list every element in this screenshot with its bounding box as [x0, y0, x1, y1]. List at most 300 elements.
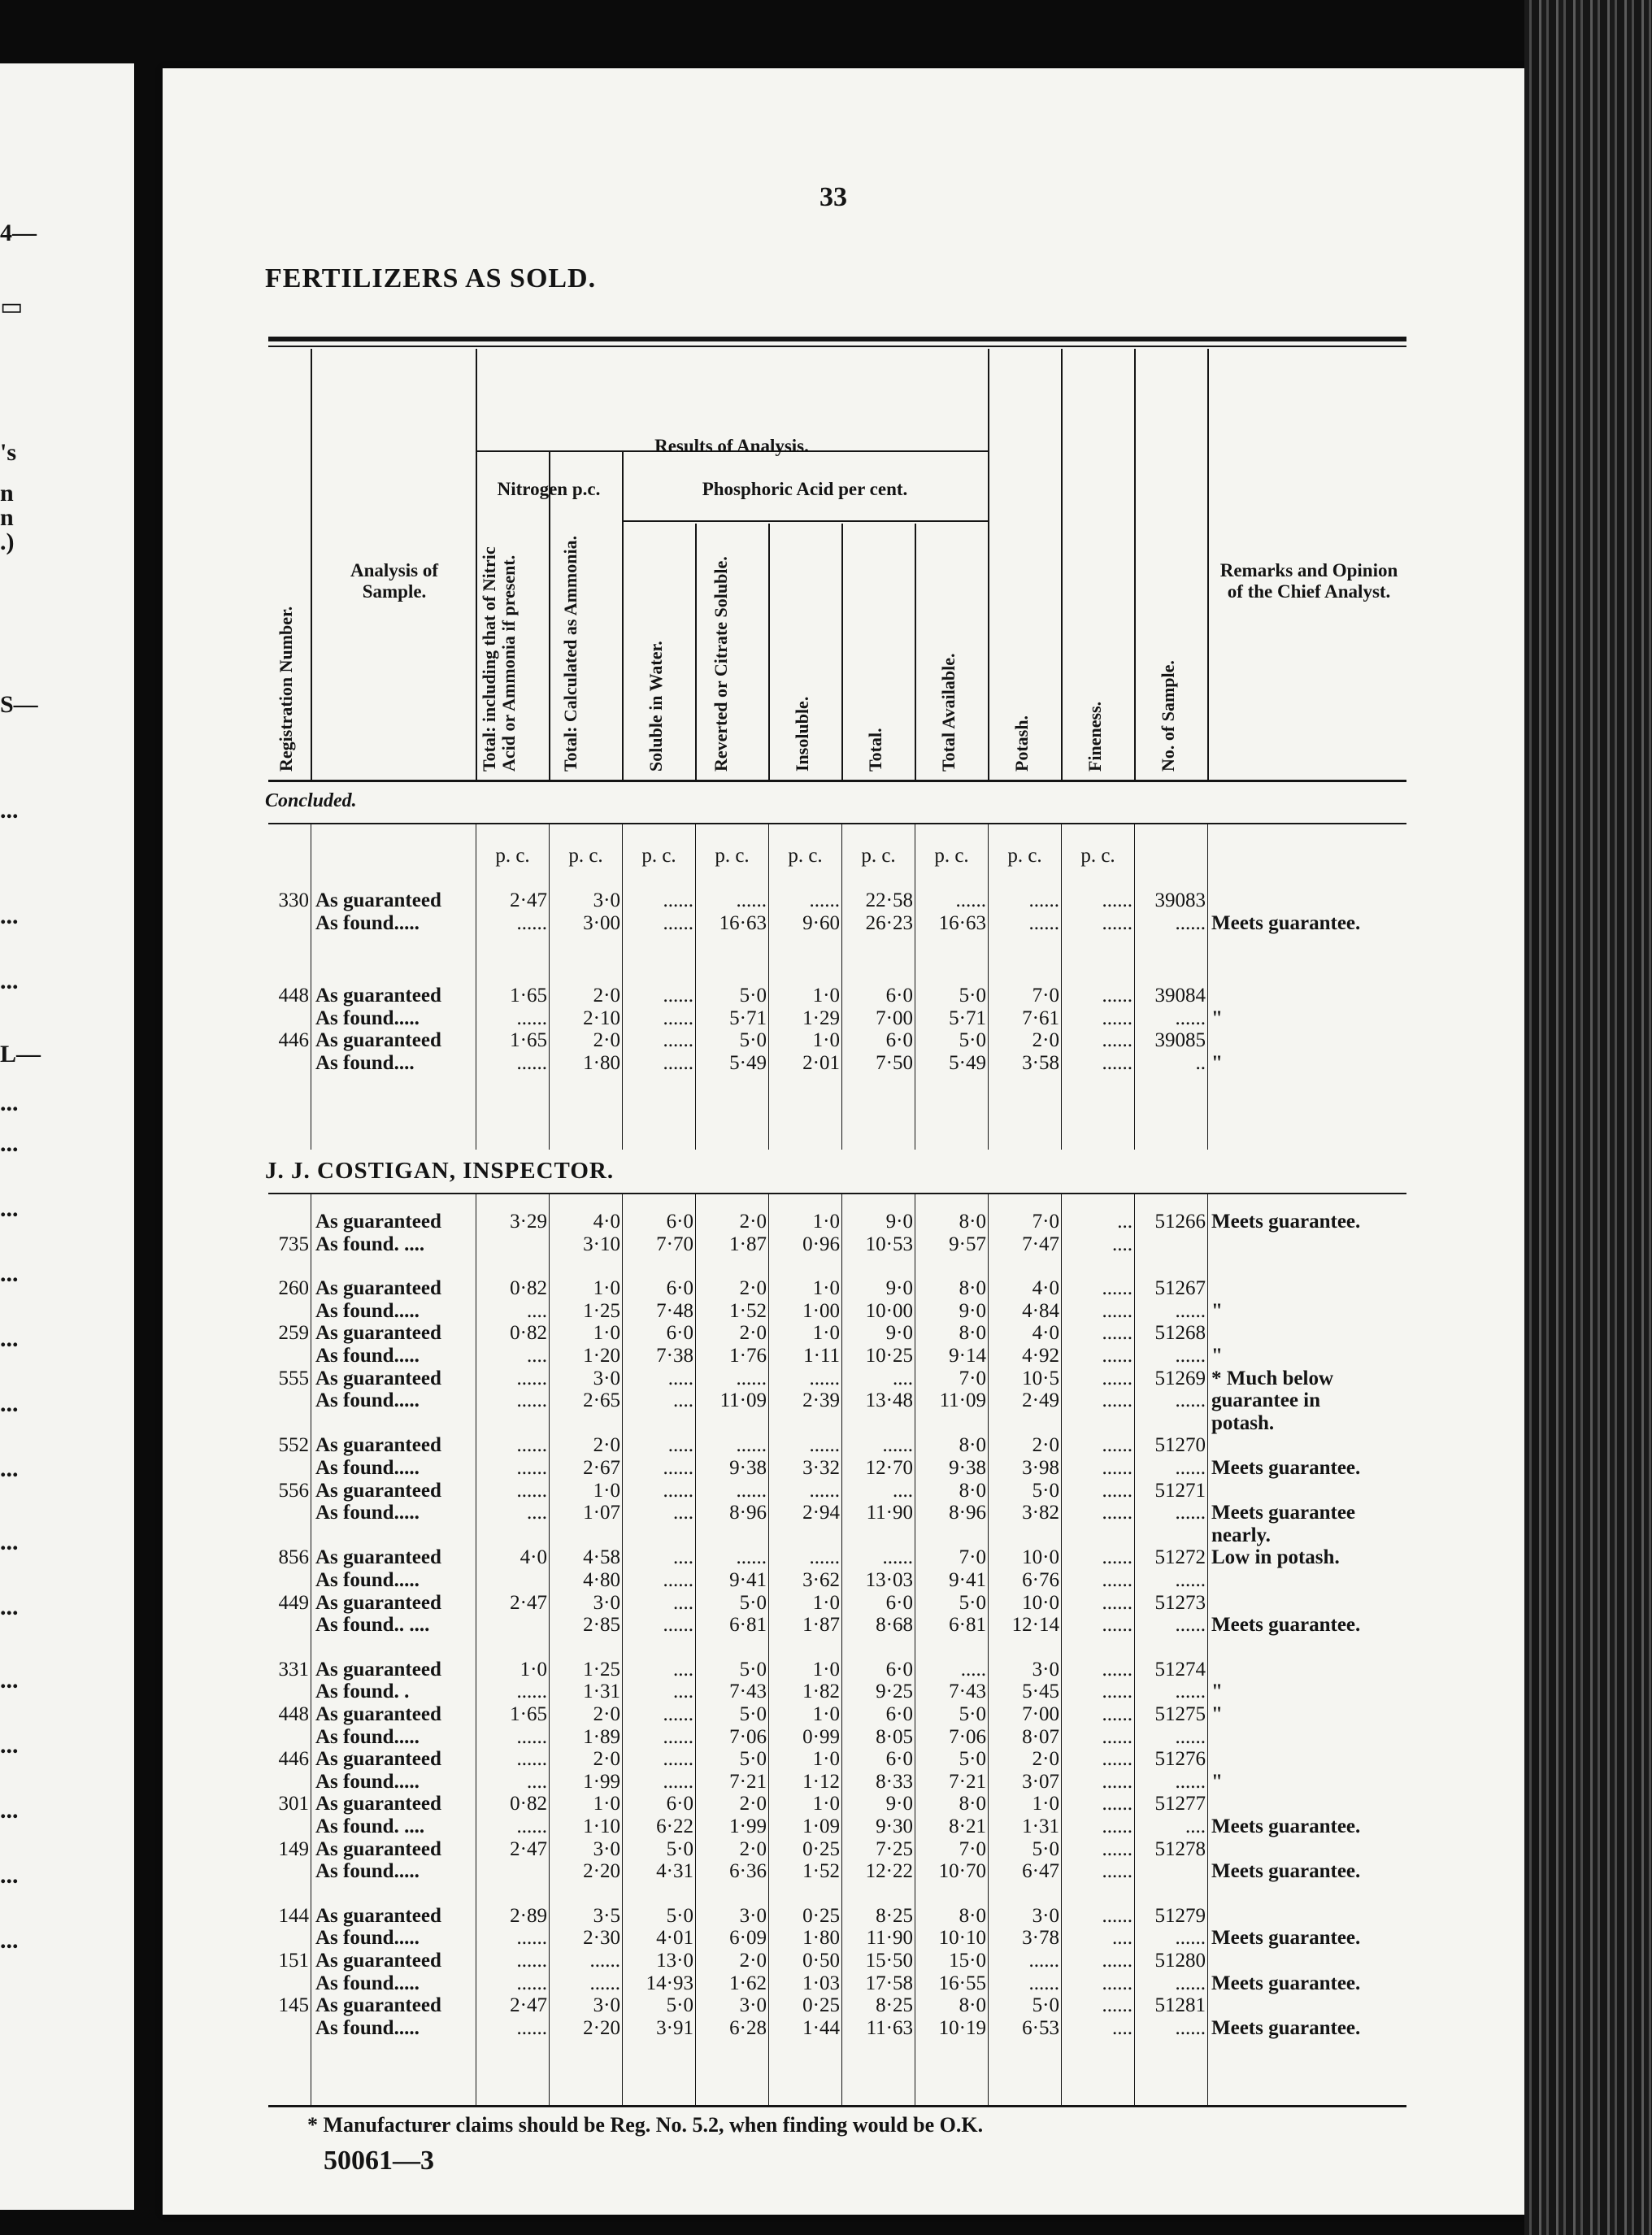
cell-fin: ......	[1102, 1950, 1132, 1972]
cell-reg: 151	[278, 1950, 309, 1972]
cell-pot: 2·0	[1032, 1029, 1059, 1052]
cell-ins: 0·25	[802, 1904, 840, 1927]
cell-av: 5·49	[949, 1052, 986, 1074]
cell-fin: ......	[1102, 1837, 1132, 1860]
cell-sol: 4·01	[656, 1927, 693, 1950]
cell-tot: 12·22	[865, 1860, 913, 1883]
cell-tot: ....	[893, 1367, 913, 1389]
total-heading: Total.	[865, 728, 885, 772]
analysis-heading: Analysis of Sample.	[350, 560, 438, 602]
cell-rev: 16·63	[719, 911, 767, 934]
cell-rev: 11·09	[719, 1389, 767, 1412]
cell-pot: 12·14	[1011, 1614, 1059, 1637]
cell-rev: 1·99	[729, 1815, 767, 1837]
registration-heading: Registration Number.	[276, 606, 296, 772]
cell-pot: ......	[1028, 889, 1059, 911]
cell-lab: As found.....	[315, 1569, 420, 1591]
cell-am: 2·0	[593, 1029, 620, 1052]
cell-tot: 6·0	[885, 1658, 913, 1681]
cell-rev: 5·71	[729, 1007, 767, 1029]
cell-lab: As found....	[315, 1052, 415, 1074]
cell-n: ......	[516, 1457, 547, 1479]
cell-rev: ......	[736, 1479, 767, 1502]
cell-am: 1·0	[593, 1479, 620, 1502]
cell-lab: As found.....	[315, 1502, 420, 1524]
cell-no: ......	[1175, 1299, 1206, 1322]
cell-lab: As guaranteed	[315, 1479, 441, 1502]
cell-reg: 331	[278, 1658, 309, 1681]
cell-sol: 5·0	[666, 1837, 693, 1860]
phosphoric-heading: Phosphoric Acid per cent.	[702, 479, 908, 499]
cell-rev: 1·52	[729, 1299, 767, 1322]
cell-reg: 449	[278, 1591, 309, 1614]
cell-tot: 8·25	[876, 1904, 913, 1927]
cell-rev: 2·0	[739, 1837, 767, 1860]
cell-reg: 144	[278, 1904, 309, 1927]
unit-label: p. c.	[715, 845, 750, 867]
cell-rev: 3·0	[739, 1994, 767, 2017]
unit-label: p. c.	[788, 845, 823, 867]
cell-lab: As found.....	[315, 1389, 420, 1412]
cell-tot: 6·0	[885, 1703, 913, 1725]
cell-no: 39085	[1154, 1029, 1206, 1052]
cell-rev: 7·43	[729, 1681, 767, 1703]
facing-page-text: ...	[0, 902, 19, 929]
facing-page-text: 's	[0, 439, 17, 466]
cell-lab: As found.....	[315, 1770, 420, 1793]
cell-fin: ......	[1102, 1972, 1132, 1994]
cell-fin: ......	[1102, 1904, 1132, 1927]
cell-n: 4·0	[520, 1546, 547, 1569]
cell-pot: 4·0	[1032, 1322, 1059, 1345]
cell-n: 0·82	[510, 1793, 547, 1815]
cell-tot: 13·48	[865, 1389, 913, 1412]
cell-lab: As guaranteed	[315, 889, 441, 911]
cell-tot: 8·05	[876, 1725, 913, 1748]
cell-fin: ......	[1102, 1815, 1132, 1837]
cell-av: 8·0	[959, 1277, 986, 1300]
cell-pot: 10·0	[1022, 1591, 1059, 1614]
insoluble-heading: Insoluble.	[792, 696, 812, 772]
cell-ins: 1·09	[802, 1815, 840, 1837]
cell-rev: 6·36	[729, 1860, 767, 1883]
cell-ins: 3·32	[802, 1457, 840, 1479]
cell-ins: 1·29	[802, 1007, 840, 1029]
cell-am: 2·0	[593, 1748, 620, 1771]
cell-lab: As found.....	[315, 1927, 420, 1950]
cell-no: ......	[1175, 1770, 1206, 1793]
cell-fin: ......	[1102, 1029, 1132, 1052]
cell-ins: 1·0	[812, 1703, 840, 1725]
cell-tot: 11·63	[866, 2016, 913, 2039]
cell-ins: 1·44	[802, 2016, 840, 2039]
cell-fin: ......	[1102, 1322, 1132, 1345]
facing-page-text: ▭	[0, 294, 24, 320]
cell-sol: 4·31	[656, 1860, 693, 1883]
cell-sol: ......	[663, 1007, 693, 1029]
cell-sol: 3·91	[656, 2016, 693, 2039]
cell-av: 16·55	[938, 1972, 986, 1994]
cell-ins: 1·80	[802, 1927, 840, 1950]
cell-am: 3·0	[593, 1837, 620, 1860]
unit-label: p. c.	[568, 845, 603, 867]
page-title: FERTILIZERS AS SOLD.	[265, 263, 597, 294]
cell-am: 2·10	[583, 1007, 620, 1029]
cell-fin: ......	[1102, 1569, 1132, 1591]
cell-fin: ...	[1117, 1211, 1132, 1233]
cell-pot: 3·0	[1032, 1904, 1059, 1927]
cell-tot: 12·70	[865, 1457, 913, 1479]
cell-sol: ......	[663, 1029, 693, 1052]
cell-ins: 1·52	[802, 1860, 840, 1883]
cell-reg: 556	[278, 1479, 309, 1502]
cell-no: ......	[1175, 1457, 1206, 1479]
cell-lab: As guaranteed	[315, 1546, 441, 1569]
cell-no: 51276	[1154, 1748, 1206, 1771]
cell-pot: 5·0	[1032, 1994, 1059, 2017]
cell-ins: 1·03	[802, 1972, 840, 1994]
cell-sol: ....	[673, 1389, 693, 1412]
cell-av: 6·81	[949, 1614, 986, 1637]
cell-av: 8·0	[959, 1479, 986, 1502]
cell-n: 2·89	[510, 1904, 547, 1927]
cell-no: 51270	[1154, 1434, 1206, 1457]
cell-ins: 2·01	[802, 1052, 840, 1074]
cell-pot: 7·0	[1032, 1211, 1059, 1233]
cell-fin: ......	[1102, 1546, 1132, 1569]
cell-no: ......	[1175, 1502, 1206, 1524]
unit-label: p. c.	[641, 845, 676, 867]
cell-n: ......	[516, 1434, 547, 1457]
cell-am: 2·30	[583, 1927, 620, 1950]
cell-pot: 3·0	[1032, 1658, 1059, 1681]
cell-rem: Meets guarantee.	[1211, 2016, 1361, 2039]
cell-no: ..	[1195, 1052, 1206, 1074]
cell-pot: 7·47	[1022, 1233, 1059, 1255]
cell-lab: As guaranteed	[315, 1367, 441, 1389]
cell-rem: Meets guarantee	[1211, 1502, 1356, 1524]
cell-reg: 330	[278, 889, 309, 911]
cell-no: 51268	[1154, 1322, 1206, 1345]
cell-tot: 9·0	[885, 1793, 913, 1815]
cell-ins: 1·0	[812, 985, 840, 1007]
cell-rev: 8·96	[729, 1502, 767, 1524]
cell-am: 1·20	[583, 1345, 620, 1367]
cell-tot: 17·58	[865, 1972, 913, 1994]
document-page	[163, 68, 1524, 2215]
cell-sol: ......	[663, 1725, 693, 1748]
cell-fin: ......	[1102, 1007, 1132, 1029]
cell-pot: 4·0	[1032, 1277, 1059, 1300]
cell-lab: As guaranteed	[315, 1950, 441, 1972]
facing-page-text: ...	[0, 1195, 19, 1222]
cell-sol: 6·0	[666, 1793, 693, 1815]
cell-fin: ......	[1102, 1725, 1132, 1748]
cell-av: 8·96	[949, 1502, 986, 1524]
cell-tot: 9·25	[876, 1681, 913, 1703]
cell-fin: ......	[1102, 1614, 1132, 1637]
cell-sol: ......	[663, 1703, 693, 1725]
facing-page-text: n	[0, 480, 14, 507]
cell-fin: ......	[1102, 1502, 1132, 1524]
cell-lab: As found. .	[315, 1681, 410, 1703]
nitrogen-total-heading: Total: including that of Nitric Acid or Ammonia if present.	[479, 546, 519, 772]
potash-heading: Potash.	[1011, 715, 1032, 772]
cell-no: 51274	[1154, 1658, 1206, 1681]
cell-am: 2·0	[593, 1703, 620, 1725]
cell-am: 1·25	[583, 1299, 620, 1322]
cell-lab: As guaranteed	[315, 1322, 441, 1345]
cell-lab: As guaranteed	[315, 1748, 441, 1771]
cell-fin: ......	[1102, 1479, 1132, 1502]
cell-rev: 1·62	[729, 1972, 767, 1994]
cell-av: 11·09	[939, 1389, 986, 1412]
cell-fin: ......	[1102, 1434, 1132, 1457]
cell-reg: 856	[278, 1546, 309, 1569]
cell-rem: Low in potash.	[1211, 1546, 1340, 1569]
fineness-heading: Fineness.	[1085, 701, 1105, 772]
facing-page-text: ...	[0, 1528, 19, 1555]
cell-n: ......	[516, 1389, 547, 1412]
cell-lab: As guaranteed	[315, 1029, 441, 1052]
cell-lab: As found.....	[315, 911, 420, 934]
cell-am: 1·99	[583, 1770, 620, 1793]
cell-rem: Meets guarantee.	[1211, 1614, 1361, 1637]
cell-no: ......	[1175, 1927, 1206, 1950]
cell-ins: 1·82	[802, 1681, 840, 1703]
cell-n: ....	[527, 1345, 547, 1367]
cell-rev: 2·0	[739, 1950, 767, 1972]
cell-rem: "	[1211, 1345, 1223, 1367]
cell-reg: 149	[278, 1837, 309, 1860]
cell-av: 7·0	[959, 1546, 986, 1569]
cell-pot: 4·92	[1022, 1345, 1059, 1367]
cell-pot: 3·07	[1022, 1770, 1059, 1793]
cell-av: 10·19	[938, 2016, 986, 2039]
cell-am: 3·0	[593, 1994, 620, 2017]
cell-no: 51281	[1154, 1994, 1206, 2017]
cell-rev: 7·06	[729, 1725, 767, 1748]
cell-pot: 5·0	[1032, 1479, 1059, 1502]
cell-n: ......	[516, 1748, 547, 1771]
cell-sol: ......	[663, 1479, 693, 1502]
cell-no: ....	[1185, 1815, 1206, 1837]
cell-fin: ......	[1102, 1457, 1132, 1479]
cell-tot: 10·00	[865, 1299, 913, 1322]
remarks-heading: Remarks and Opinion of the Chief Analyst.	[1219, 560, 1398, 602]
cell-reg: 555	[278, 1367, 309, 1389]
cell-tot: 11·90	[866, 1502, 913, 1524]
cell-lab: As found.....	[315, 1007, 420, 1029]
cell-pot: 8·07	[1022, 1725, 1059, 1748]
unit-label: p. c.	[495, 845, 530, 867]
cell-am: 3·5	[593, 1904, 620, 1927]
cell-tot: 7·50	[876, 1052, 913, 1074]
cell-n: 1·65	[510, 985, 547, 1007]
cell-n: ......	[516, 1972, 547, 1994]
cell-pot: 6·53	[1022, 2016, 1059, 2039]
cell-fin: ......	[1102, 911, 1132, 934]
cell-tot: 8·68	[876, 1614, 913, 1637]
cell-tot: 11·90	[866, 1927, 913, 1950]
cell-am: 4·58	[583, 1546, 620, 1569]
cell-am: 3·10	[583, 1233, 620, 1255]
cell-am: 1·89	[583, 1725, 620, 1748]
cell-no: 39083	[1154, 889, 1206, 911]
cell-tot: 9·0	[885, 1322, 913, 1345]
facing-page-text: ...	[0, 1797, 19, 1824]
cell-fin: ....	[1112, 2016, 1132, 2039]
cell-reg: 446	[278, 1748, 309, 1771]
cell-am: 1·31	[583, 1681, 620, 1703]
cell-lab: As guaranteed	[315, 1904, 441, 1927]
facing-page-text: ...	[0, 1667, 19, 1694]
cell-tot: 6·0	[885, 1029, 913, 1052]
cell-sol: .....	[667, 1434, 693, 1457]
cell-n: 2·47	[510, 1591, 547, 1614]
cell-tot: 8·33	[876, 1770, 913, 1793]
cell-n: ......	[516, 1681, 547, 1703]
cell-ins: 1·0	[812, 1211, 840, 1233]
cell-sol: ......	[663, 1569, 693, 1591]
cell-tot: ....	[893, 1479, 913, 1502]
cell-n: ......	[516, 1927, 547, 1950]
cell-n: ....	[527, 1770, 547, 1793]
cell-lab: As found.. ....	[315, 1614, 430, 1637]
page-number: 33	[819, 182, 847, 212]
cell-lab: As guaranteed	[315, 1658, 441, 1681]
cell-rev: 5·0	[739, 1029, 767, 1052]
cell-tot: ......	[882, 1434, 913, 1457]
cell-ins: 1·0	[812, 1591, 840, 1614]
cell-rev: ......	[736, 889, 767, 911]
cell-tot: 7·00	[876, 1007, 913, 1029]
facing-page-text: S—	[0, 691, 38, 718]
cell-rev: 1·87	[729, 1233, 767, 1255]
cell-rev: 9·41	[729, 1569, 767, 1591]
cell-n: 2·47	[510, 1837, 547, 1860]
cell-av: 7·0	[959, 1367, 986, 1389]
cell-tot: 7·25	[876, 1837, 913, 1860]
cell-reg: 301	[278, 1793, 309, 1815]
cell-ins: 1·12	[802, 1770, 840, 1793]
cell-av: ......	[955, 889, 986, 911]
cell-lab: As found. ....	[315, 1815, 425, 1837]
cell-no: ......	[1175, 1569, 1206, 1591]
cell-ins: 1·0	[812, 1277, 840, 1300]
cell-n: ......	[516, 2016, 547, 2039]
cell-rem: potash.	[1211, 1411, 1275, 1434]
cell-fin: ......	[1102, 1367, 1132, 1389]
facing-page-text: ...	[0, 1130, 19, 1157]
cell-am: 1·0	[593, 1277, 620, 1300]
cell-rev: ......	[736, 1367, 767, 1389]
cell-n: ......	[516, 1479, 547, 1502]
cell-sol: 6·0	[666, 1322, 693, 1345]
cell-av: 7·21	[949, 1770, 986, 1793]
cell-pot: 7·61	[1022, 1007, 1059, 1029]
cell-ins: 1·11	[803, 1345, 840, 1367]
cell-fin: ......	[1102, 985, 1132, 1007]
cell-pot: 7·00	[1022, 1703, 1059, 1725]
cell-n: ......	[516, 1052, 547, 1074]
cell-n: 0·82	[510, 1322, 547, 1345]
cell-pot: 3·58	[1022, 1052, 1059, 1074]
cell-sol: 6·0	[666, 1277, 693, 1300]
cell-rem: Meets guarantee.	[1211, 911, 1361, 934]
cell-sol: ......	[663, 1614, 693, 1637]
cell-reg: 552	[278, 1434, 309, 1457]
cell-sol: 5·0	[666, 1994, 693, 2017]
cell-n: 1·65	[510, 1029, 547, 1052]
cell-am: 1·25	[583, 1658, 620, 1681]
cell-ins: 1·0	[812, 1322, 840, 1345]
cell-av: 5·0	[959, 1591, 986, 1614]
cell-av: 10·70	[938, 1860, 986, 1883]
cell-fin: ......	[1102, 1748, 1132, 1771]
cell-no: 51273	[1154, 1591, 1206, 1614]
cell-lab: As found.....	[315, 1860, 420, 1883]
cell-av: 8·0	[959, 1322, 986, 1345]
cell-n: ....	[527, 1502, 547, 1524]
cell-ins: ......	[809, 1479, 840, 1502]
book-spine-edge	[1524, 0, 1652, 2235]
cell-no: ......	[1175, 911, 1206, 934]
cell-rev: 3·0	[739, 1904, 767, 1927]
cell-pot: 6·47	[1022, 1860, 1059, 1883]
cell-n: 1·0	[520, 1658, 547, 1681]
cell-no: ......	[1175, 1972, 1206, 1994]
cell-am: 4·0	[593, 1211, 620, 1233]
cell-no: ......	[1175, 1681, 1206, 1703]
facing-page-text: ...	[0, 1325, 19, 1352]
cell-ins: 2·39	[802, 1389, 840, 1412]
cell-rev: ......	[736, 1434, 767, 1457]
cell-sol: ......	[663, 911, 693, 934]
cell-rem: Meets guarantee.	[1211, 1211, 1361, 1233]
facing-page-text: ...	[0, 1862, 19, 1889]
cell-rev: 1·76	[729, 1345, 767, 1367]
cell-tot: 9·0	[885, 1277, 913, 1300]
cell-tot: 22·58	[865, 889, 913, 911]
cell-sol: ....	[673, 1658, 693, 1681]
cell-no: ......	[1175, 1614, 1206, 1637]
cell-rev: 2·0	[739, 1793, 767, 1815]
cell-av: 15·0	[949, 1950, 986, 1972]
cell-sol: 6·22	[656, 1815, 693, 1837]
cell-n: ......	[516, 1815, 547, 1837]
cell-av: 5·71	[949, 1007, 986, 1029]
cell-pot: 4·84	[1022, 1299, 1059, 1322]
cell-no: 51271	[1154, 1479, 1206, 1502]
results-heading: Results of Analysis.	[654, 436, 809, 456]
cell-rev: 9·38	[729, 1457, 767, 1479]
cell-lab: As guaranteed	[315, 1277, 441, 1300]
soluble-heading: Soluble in Water.	[646, 641, 666, 772]
facing-page-text: ...	[0, 967, 19, 994]
cell-am: 1·10	[583, 1815, 620, 1837]
cell-av: 9·0	[959, 1299, 986, 1322]
facing-page-text: L—	[0, 1041, 41, 1067]
unit-label: p. c.	[1007, 845, 1042, 867]
cell-pot: 5·45	[1022, 1681, 1059, 1703]
cell-pot: 6·76	[1022, 1569, 1059, 1591]
cell-sol: 6·0	[666, 1211, 693, 1233]
cell-fin: ......	[1102, 1591, 1132, 1614]
cell-tot: 8·25	[876, 1994, 913, 2017]
footnote: * Manufacturer claims should be Reg. No. 5.2, when finding would be O.K.	[307, 2113, 984, 2137]
cell-sol: ....	[673, 1502, 693, 1524]
